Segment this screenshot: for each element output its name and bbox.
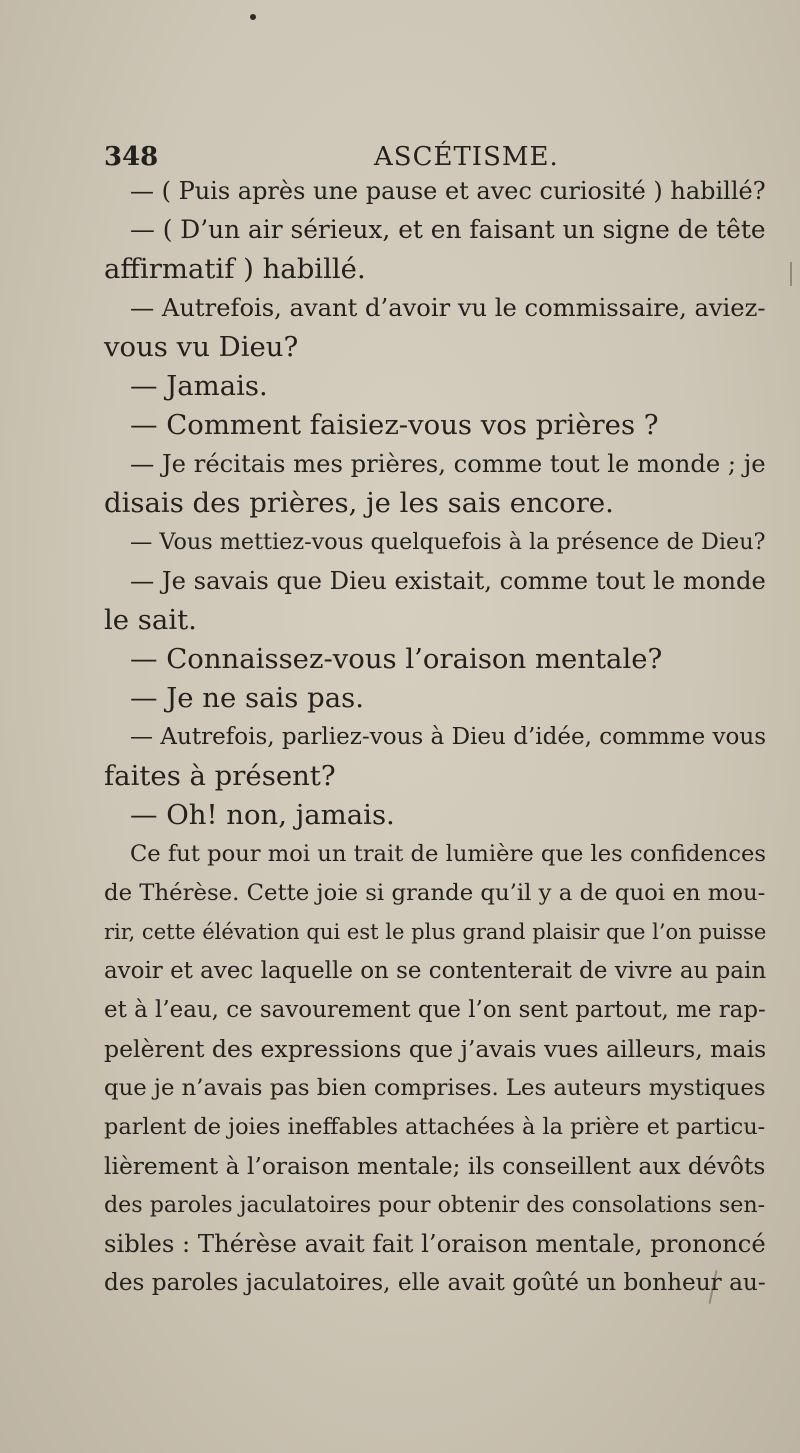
text-line: — Je récitais mes prières, comme tout le monde ; je bbox=[130, 449, 766, 478]
text-line: le sait. bbox=[104, 604, 197, 636]
text-line: vous vu Dieu? bbox=[104, 331, 299, 363]
text-line: parlent de joies ineffables attachées à la prière et particu- bbox=[104, 1114, 766, 1140]
text-line: — Autrefois, parliez-vous à Dieu d’idée, commme vous bbox=[130, 724, 767, 750]
text-line: que je n’avais pas bien comprises. Les auteurs mystiques bbox=[104, 1075, 766, 1101]
text-line: faites à présent? bbox=[104, 760, 336, 792]
text-line: — Comment faisiez-vous vos prières ? bbox=[130, 409, 659, 441]
text-line: — Je savais que Dieu existait, comme tout le monde bbox=[130, 567, 766, 595]
ink-speck bbox=[250, 14, 256, 20]
text-line: pelèrent des expressions que j’avais vues ailleurs, mais bbox=[104, 1035, 767, 1063]
text-line: — Autrefois, avant d’avoir vu le commissaire, aviez- bbox=[130, 294, 766, 322]
text-line: et à l’eau, ce savourement que l’on sent partout, me rap- bbox=[104, 997, 766, 1023]
text-line: — Jamais. bbox=[130, 370, 268, 402]
running-title: ASCÉTISME. bbox=[374, 142, 559, 172]
text-line: rir, cette élévation qui est le plus grand plaisir que l’on puisse bbox=[104, 919, 767, 944]
text-line: — Je ne sais pas. bbox=[130, 682, 365, 714]
text-line: avoir et avec laquelle on se contenterait de vivre au pain bbox=[104, 958, 767, 984]
text-line: des paroles jaculatoires pour obtenir des consolations sen- bbox=[104, 1192, 766, 1218]
text-line: sibles : Thérèse avait fait l’oraison mentale, prononcé bbox=[104, 1229, 766, 1258]
text-line: — ( D’un air sérieux, et en faisant un signe de tête bbox=[130, 215, 766, 244]
text-line: — ( Puis après une pause et avec curiosité ) habillé? bbox=[130, 177, 766, 205]
text-line: disais des prières, je les sais encore. bbox=[104, 487, 614, 519]
text-line: Ce fut pour moi un trait de lumière que les confidences bbox=[130, 841, 767, 867]
edge-mark bbox=[790, 262, 792, 286]
text-line: de Thérèse. Cette joie si grande qu’il y a de quoi en mou- bbox=[104, 880, 766, 906]
text-line: — Oh! non, jamais. bbox=[130, 799, 395, 831]
text-line: affirmatif ) habillé. bbox=[104, 253, 366, 285]
text-line: des paroles jaculatoires, elle avait goûté un bonheur au- bbox=[104, 1270, 766, 1296]
text-line: lièrement à l’oraison mentale; ils conseillent aux dévôts bbox=[104, 1152, 766, 1180]
page-number: 348 bbox=[104, 142, 159, 172]
text-line: — Vous mettiez-vous quelquefois à la présence de Dieu? bbox=[130, 529, 766, 555]
text-line: — Connaissez-vous l’oraison mentale? bbox=[130, 643, 663, 675]
